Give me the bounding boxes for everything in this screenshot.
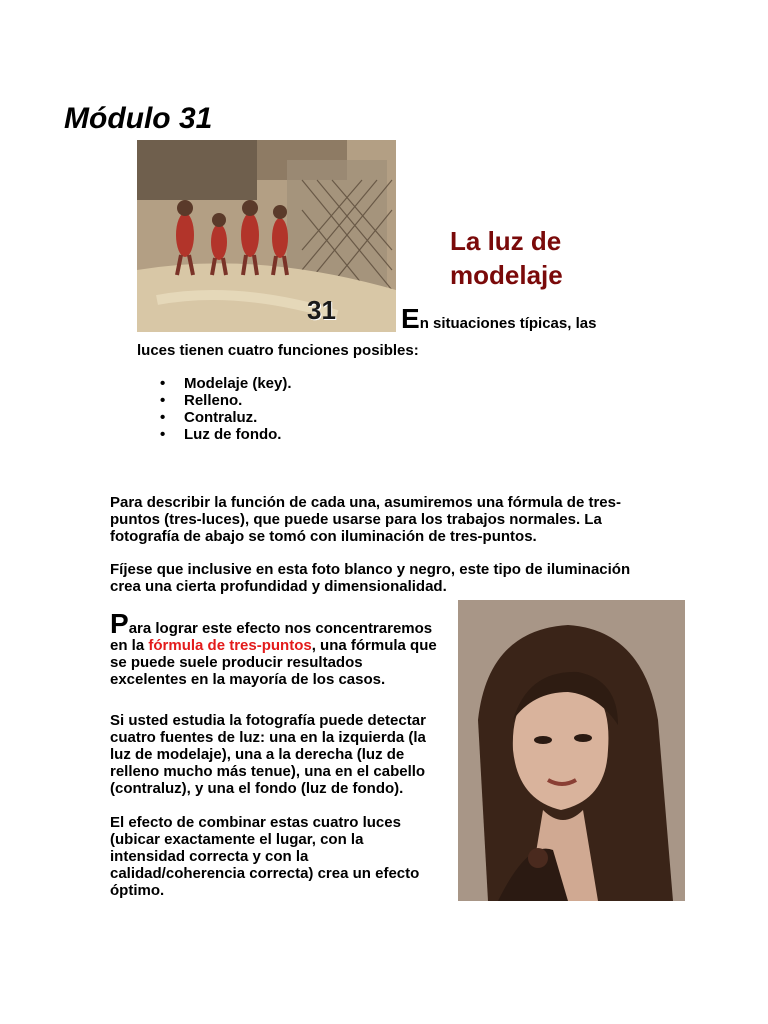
text-line	[110, 637, 455, 654]
section-title-line-2: modelaje	[450, 260, 563, 290]
portrait-photo	[458, 600, 685, 901]
text-line: fotografía de abajo se tomó con iluminación de tres-puntos.	[110, 528, 537, 545]
text-line: relleno mucho más tenue), una en el cabello	[110, 763, 426, 780]
text-line: óptimo.	[110, 882, 165, 899]
photo-number-overlay: 31	[307, 295, 336, 325]
functions-list	[160, 375, 292, 443]
text-line: (contraluz), y una el fondo (luz de fondo).	[110, 780, 404, 797]
section-title	[450, 224, 563, 292]
paragraph-black-white	[110, 561, 630, 595]
text-line: (ubicar exactamente el lugar, con la	[110, 831, 364, 848]
text-line: se puede suele producir resultados	[110, 654, 363, 671]
intro-first-line	[401, 303, 597, 334]
text-line	[110, 608, 455, 639]
text-line: crea una cierta profundidad y dimensionalidad.	[110, 578, 447, 595]
children-photo-illustration	[137, 140, 396, 332]
text-line: luz de modelaje), una a la derecha (luz de	[110, 746, 405, 763]
list-item: • Relleno.	[160, 392, 292, 409]
text-segment: ara lograr este efecto nos concentraremos	[128, 620, 433, 637]
text-line: excelentes en la mayoría de los casos.	[110, 671, 386, 688]
text-line: Si usted estudia la fotografía puede detectar	[110, 712, 426, 729]
text-segment: , una fórmula que	[311, 637, 437, 654]
text-line: Para describir la función de cada una, asumiremos una fórmula de tres-	[110, 494, 621, 511]
text-line: El efecto de combinar estas cuatro luces	[110, 814, 401, 831]
intro-second-line: luces tienen cuatro funciones posibles:	[137, 342, 419, 359]
effect-dropcap: P	[110, 608, 129, 639]
intro-text-1: n situaciones típicas, las	[419, 315, 597, 332]
text-line: cuatro fuentes de luz: una en la izquierda (la	[110, 729, 426, 746]
children-photo	[137, 140, 396, 332]
text-line: puntos (tres-luces), que puede usarse para los trabajos normales. La	[110, 511, 602, 528]
text-line: calidad/coherencia correcta) crea un efecto	[110, 865, 420, 882]
text-segment: en la	[110, 637, 149, 654]
text-line: intensidad correcta y con la	[110, 848, 309, 865]
three-point-formula-link[interactable]: fórmula de tres-puntos	[148, 637, 312, 654]
section-title-line-1: La luz de	[450, 226, 562, 256]
paragraph-light-sources	[110, 712, 455, 797]
list-item: • Modelaje (key).	[160, 375, 292, 392]
text-line: Fíjese que inclusive en esta foto blanco y negro, este tipo de iluminación	[110, 561, 631, 578]
intro-dropcap: E	[401, 303, 420, 334]
module-title: Módulo 31	[64, 102, 213, 135]
list-item: • Luz de fondo.	[160, 426, 292, 443]
paragraph-effect	[110, 608, 455, 688]
list-item: • Contraluz.	[160, 409, 292, 426]
portrait-photo-illustration	[458, 600, 685, 901]
paragraph-combined-effect	[110, 814, 455, 899]
paragraph-three-point	[110, 494, 621, 545]
